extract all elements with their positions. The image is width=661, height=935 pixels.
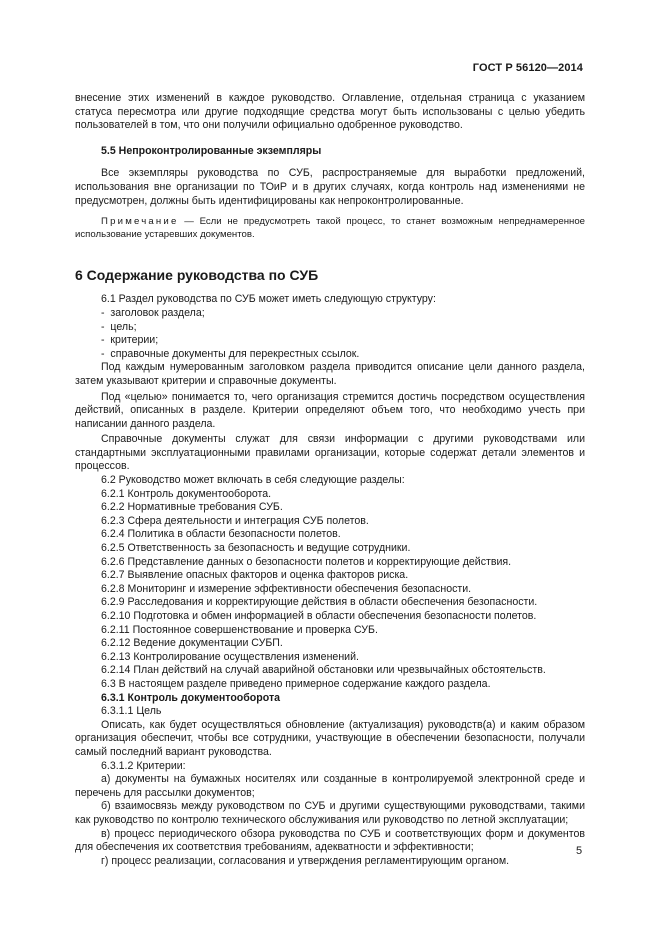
subsection-title: 6.3.1.2 Критерии: bbox=[101, 759, 186, 772]
note-text: — Если не предусмотреть такой процесс, то станет возможным непреднамеренное использование устаревших документов. bbox=[75, 216, 585, 240]
list-item: 6.2.12 Ведение документации СУБП. bbox=[101, 637, 283, 650]
paragraph: 6.2 Руководство может включать в себя следующие разделы: bbox=[101, 474, 405, 487]
list-item: 6.2.7 Выявление опасных факторов и оценка факторов риска. bbox=[101, 569, 409, 582]
section-5-5-title: 5.5 Непроконтролированные экземпляры bbox=[101, 144, 322, 157]
list-item: - критерии; bbox=[101, 334, 159, 347]
criterion-item: б) взаимосвязь между руководством по СУБ и другими существующими руководствами, такими как руководство по контролю технического обслуживания или руководство по летной эксплуатации; bbox=[75, 800, 585, 826]
list-item: 6.2.2 Нормативные требования СУБ. bbox=[101, 501, 283, 514]
page-number: 5 bbox=[576, 845, 583, 857]
paragraph: внесение этих изменений в каждое руководство. Оглавление, отдельная страница с указанием статуса пересмотра или другие подходящие средства могут быть использованы с целью убедить пользователей в том, что они получили официально одобренное руководство. bbox=[75, 92, 585, 132]
list-item: - цель; bbox=[101, 320, 137, 333]
criterion-item: г) процесс реализации, согласования и утверждения регламентирующим органом. bbox=[101, 854, 510, 867]
list-item: 6.2.13 Контролирование осуществления изменений. bbox=[101, 650, 359, 663]
list-item: 6.2.8 Мониторинг и измерение эффективности обеспечения безопасности. bbox=[101, 582, 472, 595]
list-item: 6.2.9 Расследования и корректирующие действия в области обеспечения безопасности. bbox=[101, 596, 538, 609]
subsection-title: 6.3.1.1 Цель bbox=[101, 705, 162, 718]
section-6-3-1-title: 6.3.1 Контроль документооборота bbox=[101, 691, 281, 704]
list-item: 6.2.5 Ответственность за безопасность и ведущие сотрудники. bbox=[101, 542, 411, 555]
list-item: 6.2.1 Контроль документооборота. bbox=[101, 487, 272, 500]
paragraph: 6.3 В настоящем разделе приведено примерное содержание каждого раздела. bbox=[101, 677, 491, 690]
page-content bbox=[75, 92, 585, 868]
paragraph: Под каждым нумерованным заголовком раздела приводится описание цели данного раздела, затем указывают критерии и справочные документы. bbox=[75, 361, 585, 387]
list-item: 6.2.6 Представление данных о безопасности полетов и корректирующие действия. bbox=[101, 555, 512, 568]
doc-code: ГОСТ Р 56120—2014 bbox=[472, 62, 583, 74]
paragraph: Под «целью» понимается то, чего организация стремится достичь посредством осуществления действий, описанных в разделе. Критерии определяют объем того, что необходимо учесть при написании данного раздела. bbox=[75, 390, 585, 430]
list-item: 6.2.14 План действий на случай аварийной обстановки или чрезвычайных обстоятельств. bbox=[101, 664, 546, 677]
list-item: 6.2.4 Политика в области безопасности полетов. bbox=[101, 528, 341, 541]
paragraph: 6.1 Раздел руководства по СУБ может иметь следующую структуру: bbox=[101, 293, 436, 306]
section-6-title: 6 Содержание руководства по СУБ bbox=[75, 267, 319, 284]
list-item: 6.2.10 Подготовка и обмен информацией в области обеспечения безопасности полетов. bbox=[101, 610, 537, 622]
paragraph: Справочные документы служат для связи информации с другими руководствами или стандартными эксплуатационными правилами организации, которые содержат детали элементов и процессов. bbox=[75, 433, 585, 473]
list-item: - справочные документы для перекрестных ссылок. bbox=[101, 347, 360, 360]
criterion-item: а) документы на бумажных носителях или созданные в контролируемой электронной среде и перечень для рассылки документов; bbox=[75, 773, 585, 799]
note-label: Примечание bbox=[101, 216, 179, 228]
list-item: 6.2.11 Постоянное совершенствование и проверка СУБ. bbox=[101, 623, 378, 636]
criterion-item: в) процесс периодического обзора руководства по СУБ и соответствующих форм и документов для обеспечения их соответствия требованиям, адекватности и эффективности; bbox=[75, 827, 585, 854]
note bbox=[75, 216, 585, 241]
paragraph: Все экземпляры руководства по СУБ, распространяемые для выработки предложений, использования вне организации по ТОиР и в других случаях, когда контроль над изменениями не предусмотрен, должны быть идентифицированы как непроконтролированные. bbox=[75, 167, 585, 207]
list-item: 6.2.3 Сфера деятельности и интеграция СУБ полетов. bbox=[101, 514, 369, 527]
paragraph: Описать, как будет осуществляться обновление (актуализация) руководств(а) и каким образом организация обеспечит, чтобы все сотрудники, участвующие в обеспечении безопасности, получали самый последний вариант руководства. bbox=[75, 718, 585, 758]
list-item: - заголовок раздела; bbox=[101, 306, 205, 319]
